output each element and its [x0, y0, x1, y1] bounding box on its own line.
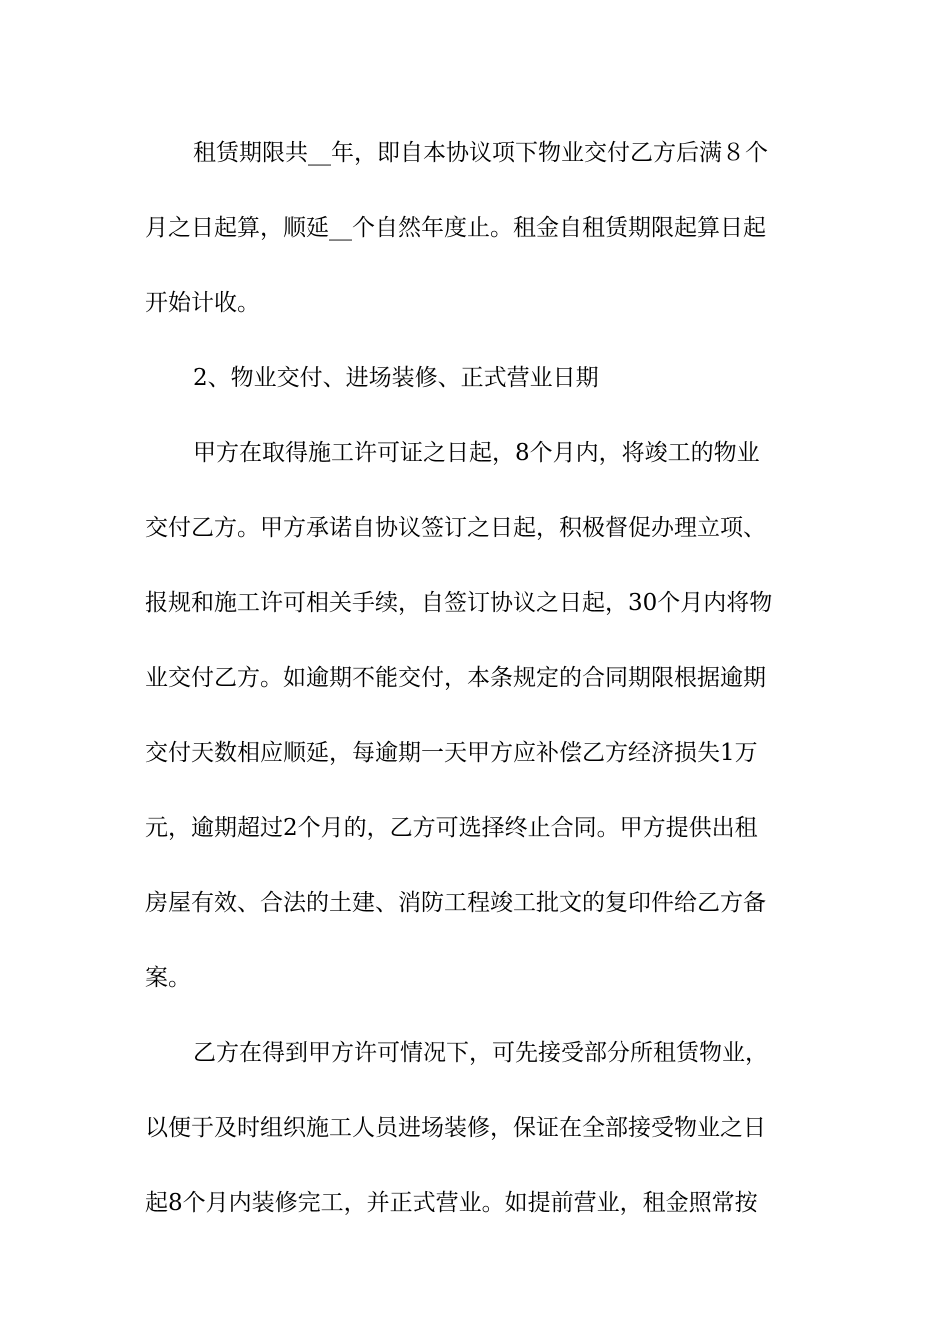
text-line: 房屋有效、合法的土建、消防工程竣工批文的复印件给乙方备: [145, 890, 766, 916]
text-line: 开始计收。: [145, 290, 260, 316]
paragraph-lease-term: [145, 116, 810, 341]
section-heading: [145, 341, 810, 416]
text-line: 业交付乙方。如逾期不能交付，本条规定的合同期限根据逾期: [145, 665, 766, 691]
document-body: [145, 116, 810, 1241]
text-line: 租赁期限共__年，即自本协议项下物业交付乙方后满８个: [193, 140, 768, 166]
text-line: 乙方在得到甲方许可情况下，可先接受部分所租赁物业，: [193, 1040, 768, 1066]
text-line: 交付乙方。甲方承诺自协议签订之日起，积极督促办理立项、: [145, 515, 766, 541]
text-line: 月之日起算，顺延__个自然年度止。租金自租赁期限起算日起: [145, 215, 766, 241]
paragraph-delivery: [145, 416, 810, 1016]
text-line: 甲方在取得施工许可证之日起，8个月内，将竣工的物业: [193, 440, 760, 466]
text-line: 交付天数相应顺延，每逾期一天甲方应补偿乙方经济损失1万: [145, 740, 758, 766]
text-line: 元，逾期超过2个月的，乙方可选择终止合同。甲方提供出租: [145, 815, 758, 841]
text-line: 起8个月内装修完工，并正式营业。如提前营业，租金照常按: [145, 1190, 758, 1216]
heading-text: 2、物业交付、进场装修、正式营业日期: [193, 365, 599, 391]
text-line: 案。: [145, 965, 191, 991]
text-line: 报规和施工许可相关手续，自签订协议之日起，30个月内将物: [145, 590, 773, 616]
paragraph-renovation: [145, 1016, 810, 1241]
text-line: 以便于及时组织施工人员进场装修，保证在全部接受物业之日: [145, 1115, 766, 1141]
